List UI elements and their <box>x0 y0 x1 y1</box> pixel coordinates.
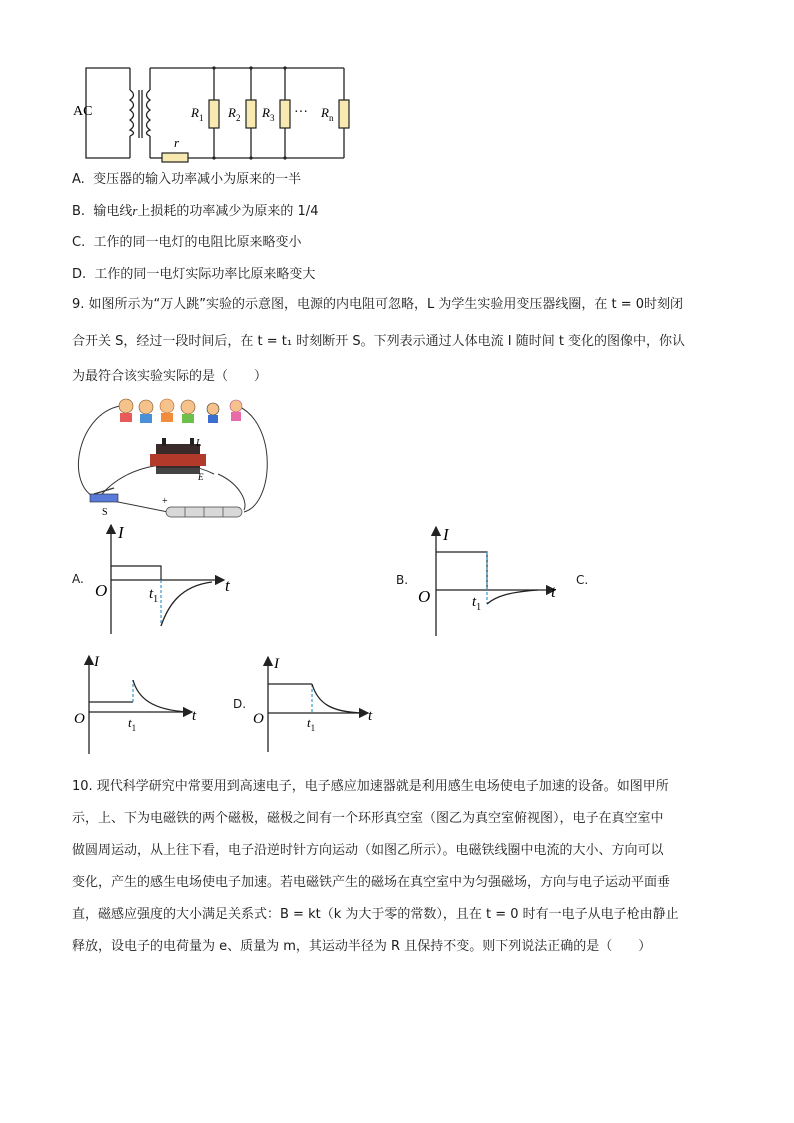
graph-c-option-label: C. <box>576 573 589 587</box>
resistor-3-label: R <box>262 105 270 120</box>
graph-a <box>88 522 248 634</box>
graph-a-t1-sub: 1 <box>153 594 159 605</box>
graph-d-y-label: I <box>274 656 279 672</box>
ac-label: AC <box>73 104 93 119</box>
resistor-n <box>339 100 349 128</box>
svg-text:t1 <box>307 715 315 733</box>
svg-text:t1 <box>128 715 136 733</box>
graph-a-y-label: I <box>118 523 124 542</box>
svg-text:R2 <box>227 105 240 123</box>
q8-option-b <box>72 201 318 222</box>
option-text: 工作的同一电灯的电阻比原来略变小 <box>93 235 302 250</box>
option-letter: C. <box>72 235 86 250</box>
graph-c-t1-sub: 1 <box>131 723 137 733</box>
transformer-circuit-diagram <box>70 58 360 168</box>
graph-c <box>72 650 207 755</box>
graph-b-t1-sub: 1 <box>476 602 482 613</box>
resistor-3-sub: 3 <box>269 113 275 123</box>
q9-line-2: 合开关 S，经过一段时间后，在 t = t₁ 时刻断开 S。下列表示通过人体电流 I 随时间 t 变化的图像中，你认 <box>72 334 686 349</box>
coil-label: L <box>196 438 202 449</box>
resistor-2-label: R <box>228 105 236 120</box>
graph-a-origin: O <box>95 581 108 600</box>
battery-plus-label: + <box>162 496 168 507</box>
q10-line-2: 示，上、下为电磁铁的两个磁极，磁极之间有一个环形真空室（图乙为真空室俯视图），电子在真空室中 <box>72 811 664 826</box>
q8-option-d <box>72 265 315 285</box>
q10-line-4: 变化，产生的感生电场使电子加速。若电磁铁产生的磁场在真空室中为匀强磁场，方向与电子运动平面垂 <box>72 875 671 890</box>
option-text: 工作的同一电灯实际功率比原来略变大 <box>94 267 316 282</box>
experiment-illustration <box>68 394 274 522</box>
q9-line-3: 为最符合该实验实际的是（ ） <box>72 369 268 384</box>
graph-a-decay-curve <box>161 582 212 626</box>
svg-text:Rn <box>320 105 334 123</box>
graph-d-option-label: D. <box>233 697 247 711</box>
q9-line-1: 9. 如图所示为“万人跳”实验的示意图，电源的内电阻可忽略，L 为学生实验用变压器线圈，在 t = 0时刻闭 <box>72 297 684 312</box>
graph-b-option-label: B. <box>396 573 409 587</box>
graph-d-origin: O <box>253 711 264 727</box>
resistor-ellipsis: ··· <box>294 105 308 120</box>
option-text-pre: 输电线 <box>93 204 133 219</box>
switch <box>90 488 118 502</box>
q10-paragraph <box>72 771 679 963</box>
graph-b-origin: O <box>418 587 431 606</box>
graph-d-t1-sub: 1 <box>310 723 316 733</box>
graph-d <box>250 652 380 752</box>
resistor-2 <box>246 100 256 128</box>
svg-text:R3 <box>261 105 275 123</box>
resistor-1-sub: 1 <box>198 113 204 123</box>
resistor-1-label: R <box>191 105 199 120</box>
resistor-2-sub: 2 <box>235 113 241 123</box>
q8-option-c <box>72 233 302 253</box>
graph-b-y-label: I <box>443 525 449 544</box>
option-letter: D. <box>72 267 87 282</box>
resistor-n-sub: n <box>328 113 334 123</box>
graph-d-t1-label: t <box>307 715 311 730</box>
option-text: 变压器的输入功率减小为原来的一半 <box>93 172 302 187</box>
graph-b-decay-curve <box>487 590 538 604</box>
svg-text:R1 <box>190 105 203 123</box>
children-figures <box>119 399 242 423</box>
resistor-1 <box>209 100 219 128</box>
graph-a-t1-label: t <box>149 586 154 602</box>
graph-b-step-curve <box>436 552 487 590</box>
graph-c-origin: O <box>74 711 85 727</box>
battery-label: E <box>198 472 204 482</box>
option-text-post: 上损耗的功率减少为原来的 1/4 <box>137 204 319 219</box>
graph-b-x-label: t <box>551 582 556 601</box>
q10-line-3: 做圆周运动，从上往下看，电子沿逆时针方向运动（如图乙所示）。电磁铁线圈中电流的大小、方向可以 <box>72 843 664 858</box>
option-var: r <box>132 203 138 218</box>
option-letter: A. <box>72 172 85 187</box>
graph-b <box>414 524 564 636</box>
q10-line-1: 10. 现代科学研究中常要用到高速电子，电子感应加速器就是利用感生电场使电子加速的设备。如图甲所 <box>72 779 669 794</box>
graph-a-x-label: t <box>225 576 230 595</box>
q10-line-6: 释放，设电子的电荷量为 e、质量为 m，其运动半径为 R 且保持不变。则下列说法正确的是（ ） <box>72 939 652 954</box>
resistor-r-line <box>162 153 188 162</box>
graph-d-x-label: t <box>368 708 373 724</box>
graph-c-decay-curve <box>133 680 188 712</box>
svg-text:t1 <box>472 594 481 613</box>
graph-a-option-label: A. <box>72 572 84 586</box>
resistor-3 <box>280 100 290 128</box>
switch-label: S <box>102 507 108 518</box>
graph-c-y-label: I <box>94 654 99 670</box>
q8-option-a <box>72 170 301 190</box>
graph-d-decay-curve <box>312 684 362 713</box>
graph-c-x-label: t <box>192 708 197 724</box>
graph-a-step-curve <box>111 566 161 580</box>
svg-text:t1 <box>149 586 158 605</box>
line-resistor-label: r <box>174 135 180 150</box>
graph-b-t1-label: t <box>472 594 477 610</box>
battery-pack <box>166 507 242 517</box>
resistor-n-label: R <box>321 105 329 120</box>
option-letter: B. <box>72 204 86 219</box>
q10-line-5: 直，磁感应强度的大小满足关系式：B = kt（k 为大于零的常数），且在 t = 0 时有一电子从电子枪由静止 <box>72 907 679 922</box>
graph-c-t1-label: t <box>128 715 132 730</box>
